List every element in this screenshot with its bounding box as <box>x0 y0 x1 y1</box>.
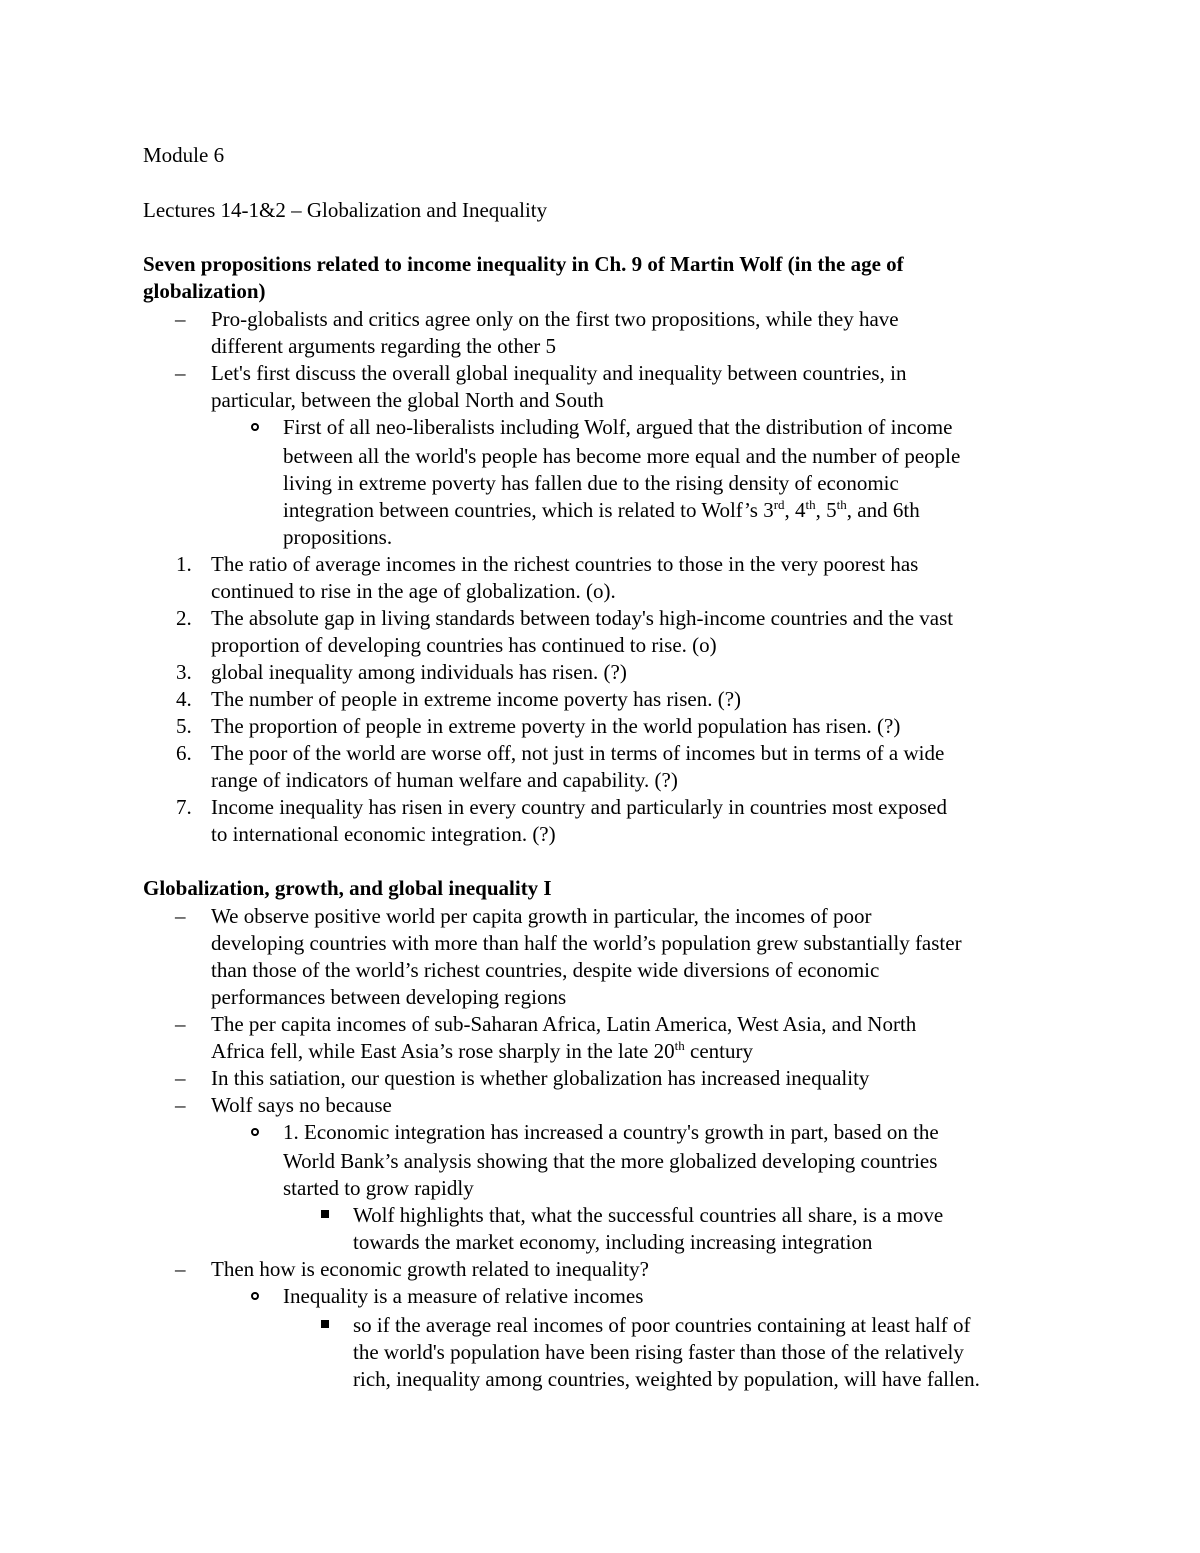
list-number: 6. <box>176 741 192 765</box>
proposition-6-line1: The poor of the world are worse off, not just in terms of incomes but in terms of a wide <box>211 741 945 765</box>
superscript: th <box>674 1038 685 1053</box>
lecture-title: Lectures 14-1&2 – Globalization and Inequality <box>143 198 548 222</box>
proposition-7-line2: to international economic integration. (?) <box>211 822 556 846</box>
proposition-6-line2: range of indicators of human welfare and capability. (?) <box>211 768 678 792</box>
hollow-circle-bullet <box>251 423 259 431</box>
s1-dash2-line1: Let's first discuss the overall global inequality and inequality between countries, in <box>211 361 907 385</box>
dash-bullet: – <box>175 1093 186 1117</box>
s1-dash1-line2: different arguments regarding the other 5 <box>211 334 557 358</box>
s2-subsub2-line1: so if the average real incomes of poor countries containing at least half of <box>353 1313 971 1337</box>
s2-dash1-line3: than those of the world’s richest countries, despite wide diversions of economic <box>211 958 880 982</box>
s2-subsub2-line2: the world's population have been rising faster than those of the relatively <box>353 1340 964 1364</box>
proposition-4: The number of people in extreme income poverty has risen. (?) <box>211 687 742 711</box>
superscript: th <box>805 497 816 512</box>
s2-dash3: In this satiation, our question is whether globalization has increased inequality <box>211 1066 870 1090</box>
s2-dash1-line4: performances between developing regions <box>211 985 567 1009</box>
section2-heading: Globalization, growth, and global inequality I <box>143 876 552 900</box>
superscript: th <box>836 497 847 512</box>
s2-subsub2-line3: rich, inequality among countries, weighted by population, will have fallen. <box>353 1367 980 1391</box>
s2-dash2-line2 <box>211 1038 753 1065</box>
module-title: Module 6 <box>143 143 225 167</box>
s2-dash2-line1: The per capita incomes of sub-Saharan Africa, Latin America, West Asia, and North <box>211 1012 917 1036</box>
dash-bullet: – <box>175 1066 186 1090</box>
s2-dash2-line2-part: century <box>684 1039 753 1063</box>
dash-bullet: – <box>175 1257 186 1281</box>
proposition-2-line1: The absolute gap in living standards between today's high-income countries and the vast <box>211 606 954 630</box>
s1-dash2-line2: particular, between the global North and South <box>211 388 604 412</box>
proposition-1-line1: The ratio of average incomes in the richest countries to those in the very poorest has <box>211 552 919 576</box>
proposition-3: global inequality among individuals has risen. (?) <box>211 660 627 684</box>
s2-sub2: Inequality is a measure of relative incomes <box>283 1284 644 1308</box>
s2-dash5: Then how is economic growth related to inequality? <box>211 1257 649 1281</box>
dash-bullet: – <box>175 1012 186 1036</box>
list-number: 4. <box>176 687 192 711</box>
proposition-5: The proportion of people in extreme poverty in the world population has risen. (?) <box>211 714 901 738</box>
s2-sub1-line2: World Bank’s analysis showing that the more globalized developing countries <box>283 1149 938 1173</box>
proposition-7-line1: Income inequality has risen in every country and particularly in countries most exposed <box>211 795 947 819</box>
s1-sub1-line2: between all the world's people has become more equal and the number of people <box>283 444 961 468</box>
hollow-circle-bullet <box>251 1292 259 1300</box>
s2-dash4: Wolf says no because <box>211 1093 392 1117</box>
s1-sub1-line1: First of all neo-liberalists including Wolf, argued that the distribution of income <box>283 415 953 439</box>
square-bullet <box>321 1320 329 1328</box>
list-number: 3. <box>176 660 192 684</box>
list-number: 5. <box>176 714 192 738</box>
s2-dash1-line1: We observe positive world per capita growth in particular, the incomes of poor <box>211 904 872 928</box>
superscript: rd <box>773 497 785 512</box>
proposition-2-line2: proportion of developing countries has continued to rise. (o) <box>211 633 717 657</box>
s1-sub1-line5: propositions. <box>283 525 393 549</box>
dash-bullet: – <box>175 361 186 385</box>
s1-sub1-line4-part: integration between countries, which is related to Wolf’s 3 <box>283 498 774 522</box>
section1-heading-line1: Seven propositions related to income inequality in Ch. 9 of Martin Wolf (in the age of <box>143 252 904 276</box>
list-number: 7. <box>176 795 192 819</box>
square-bullet <box>321 1210 329 1218</box>
s2-sub1-line3: started to grow rapidly <box>283 1176 474 1200</box>
s1-sub1-line4-part: , and 6th <box>846 498 920 522</box>
dash-bullet: – <box>175 307 186 331</box>
s2-dash1-line2: developing countries with more than half the world’s population grew substantially faster <box>211 931 962 955</box>
list-number: 2. <box>176 606 192 630</box>
list-number: 1. <box>176 552 192 576</box>
s1-sub1-line3: living in extreme poverty has fallen due to the rising density of economic <box>283 471 899 495</box>
section1-heading-line2: globalization) <box>143 279 266 303</box>
s1-sub1-line4-part: , 4 <box>784 498 806 522</box>
dash-bullet: – <box>175 904 186 928</box>
s2-subsub1-line1: Wolf highlights that, what the successful countries all share, is a move <box>353 1203 944 1227</box>
s2-sub1-line1: 1. Economic integration has increased a country's growth in part, based on the <box>283 1120 939 1144</box>
s1-sub1-line4-part: , 5 <box>815 498 837 522</box>
hollow-circle-bullet <box>251 1128 259 1136</box>
s2-dash2-line2-part: Africa fell, while East Asia’s rose sharply in the late 20 <box>211 1039 675 1063</box>
s1-dash1-line1: Pro-globalists and critics agree only on the first two propositions, while they have <box>211 307 899 331</box>
proposition-1-line2: continued to rise in the age of globalization. (o). <box>211 579 616 603</box>
s2-subsub1-line2: towards the market economy, including increasing integration <box>353 1230 873 1254</box>
s1-sub1-line4 <box>283 497 920 524</box>
